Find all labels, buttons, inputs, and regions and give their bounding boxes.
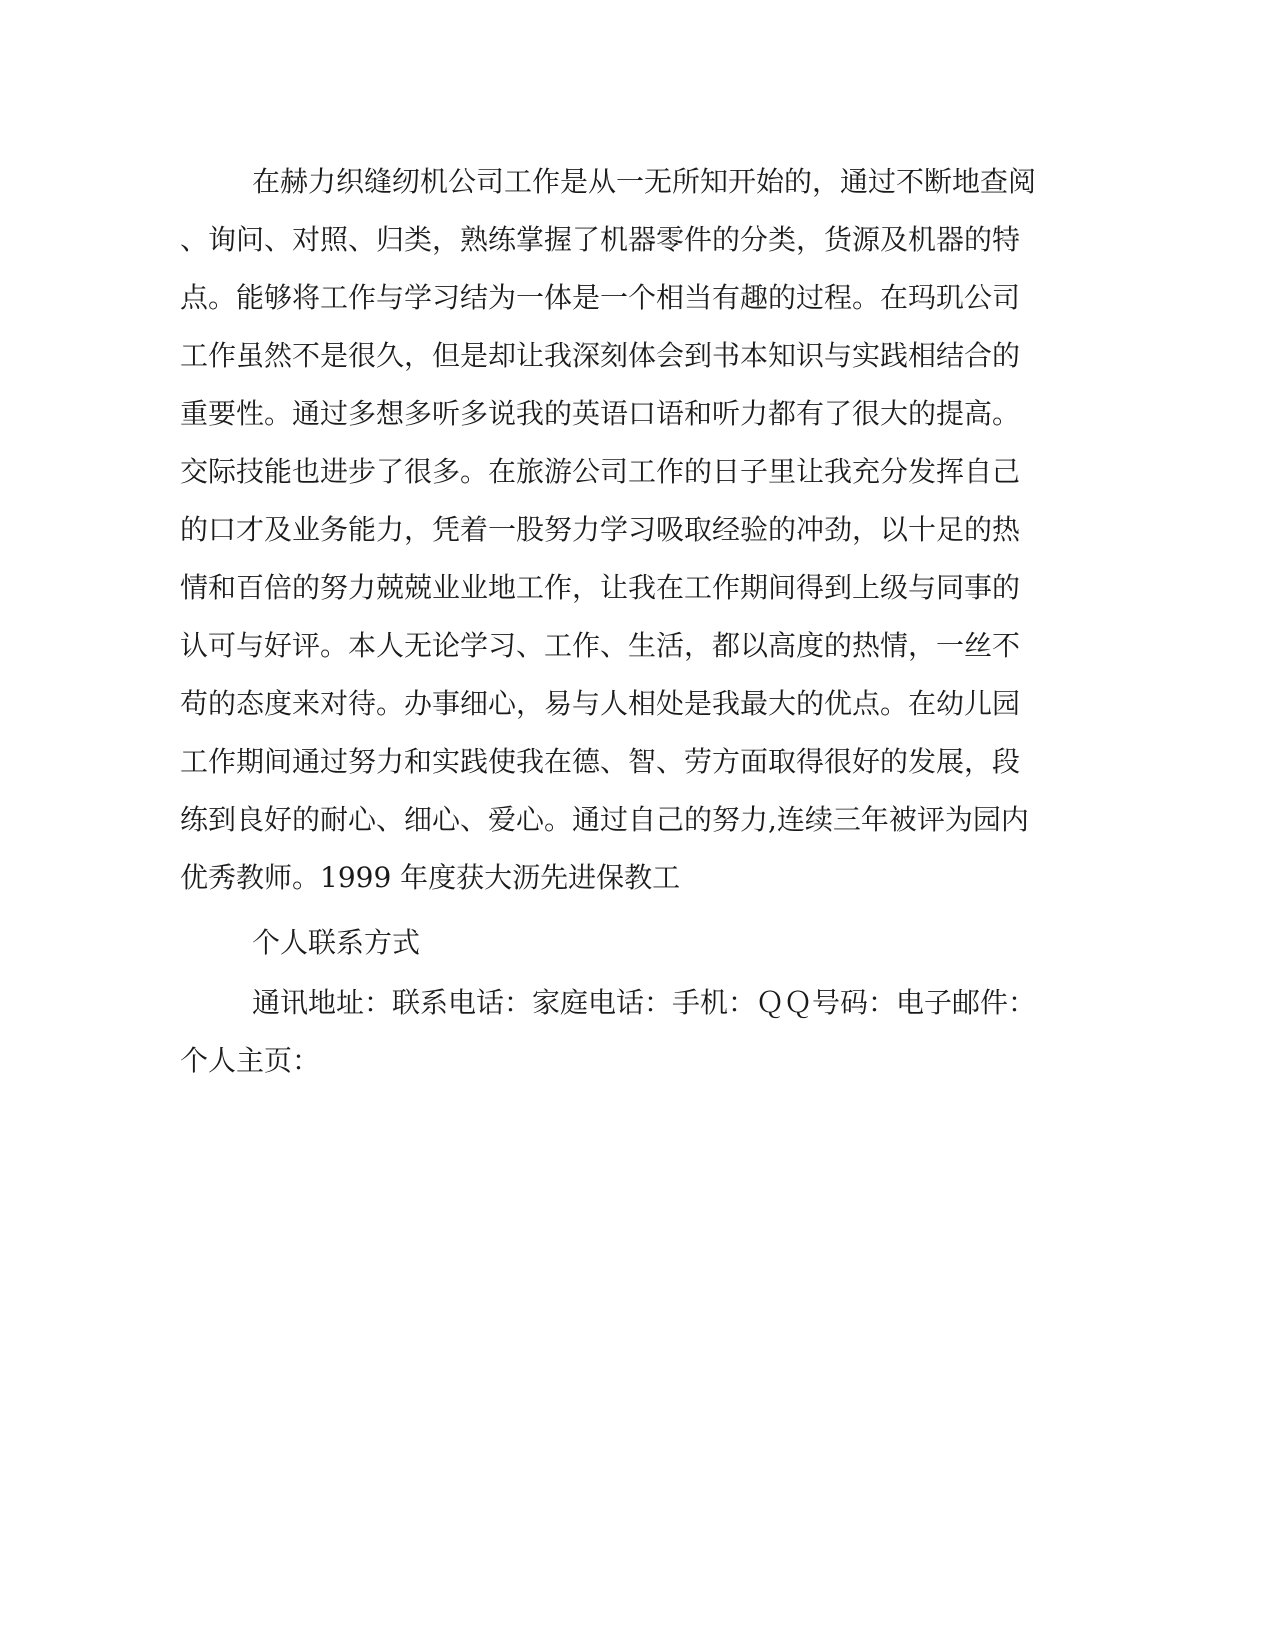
body-line-4: 工作虽然不是很久，但是却让我深刻体会到书本知识与实践相结合的 (180, 339, 1021, 372)
body-line-8: 情和百倍的努力兢兢业业地工作，让我在工作期间得到上级与同事的 (180, 571, 1021, 604)
body-line-1: 在赫力织缝纫机公司工作是从一无所知开始的，通过不断地查阅 (252, 165, 1037, 198)
body-line-12: 练到良好的耐心、细心、爱心。通过自己的努力,连续三年被评为园内 (180, 803, 1029, 836)
contact-heading: 个人联系方式 (252, 926, 421, 959)
body-line-10: 苟的态度来对待。办事细心，易与人相处是我最大的优点。在幼儿园 (180, 687, 1021, 720)
contact-line-2: 个人主页： (180, 1044, 321, 1077)
body-line-7: 的口才及业务能力，凭着一股努力学习吸取经验的冲劲，以十足的热 (180, 513, 1021, 546)
body-line-11: 工作期间通过努力和实践使我在德、智、劳方面取得很好的发展，段 (180, 745, 1021, 778)
body-line-9: 认可与好评。本人无论学习、工作、生活，都以高度的热情，一丝不 (180, 629, 1021, 662)
body-line-5: 重要性。通过多想多听多说我的英语口语和听力都有了很大的提高。 (180, 397, 1021, 430)
contact-line-1: 通讯地址：联系电话：家庭电话：手机：ＱＱ号码：电子邮件： (252, 986, 1037, 1019)
body-line-3: 点。能够将工作与学习结为一体是一个相当有趣的过程。在玛玑公司 (180, 281, 1021, 314)
body-line-6: 交际技能也进步了很多。在旅游公司工作的日子里让我充分发挥自己 (180, 455, 1021, 488)
body-line-13: 优秀教师。1999 年度获大沥先进保教工 (180, 861, 681, 894)
body-line-2: 、询问、对照、归类，熟练掌握了机器零件的分类，货源及机器的特 (180, 223, 1021, 256)
